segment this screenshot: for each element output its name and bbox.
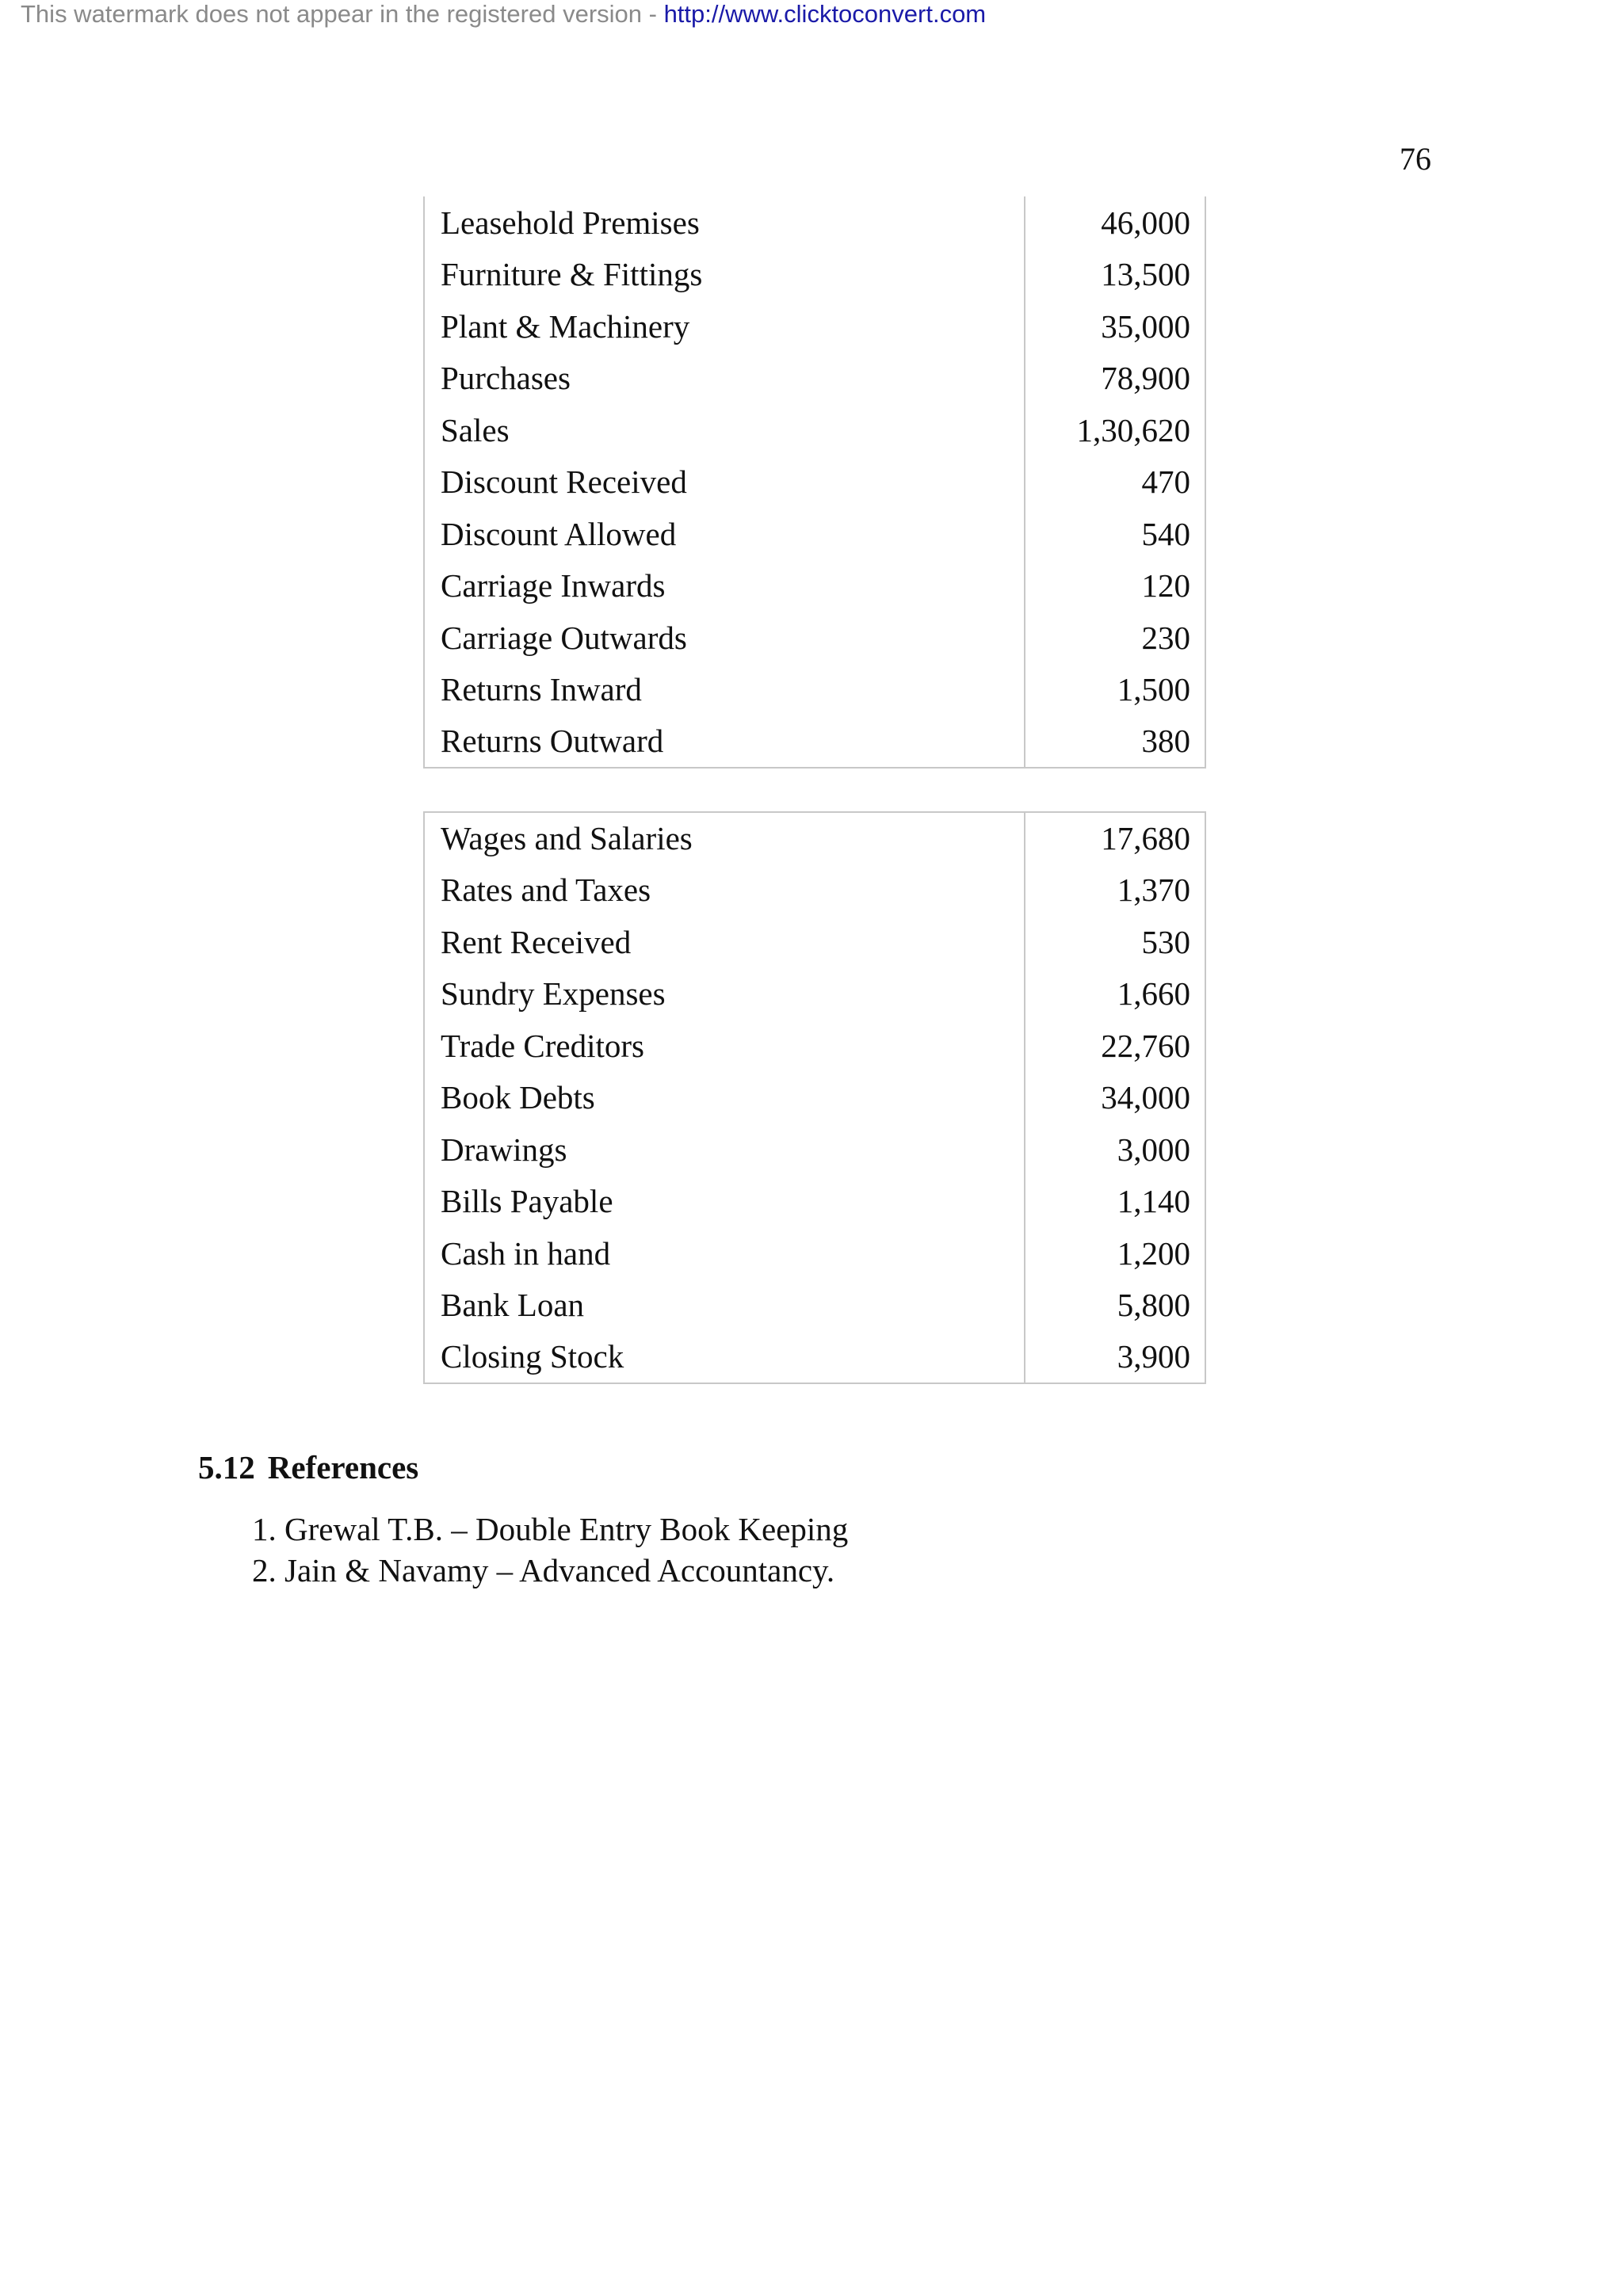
table-row [424,1331,1205,1383]
row-label: Bills Payable [424,1176,1025,1228]
row-label: Cash in hand [424,1227,1025,1280]
row-amount: 1,140 [1025,1176,1205,1228]
row-label: Discount Received [424,456,1025,509]
row-amount: 46,000 [1025,196,1205,249]
row-amount: 1,30,620 [1025,404,1205,456]
row-label: Plant & Machinery [424,300,1025,353]
table-row [424,812,1205,864]
row-amount: 120 [1025,560,1205,612]
table-row [424,560,1205,612]
row-label: Returns Inward [424,664,1025,716]
watermark-text: This watermark does not appear in the registered version - [21,0,664,28]
reference-item: 1. Grewal T.B. – Double Entry Book Keeping [252,1511,849,1547]
table-row [424,1123,1205,1176]
row-label: Carriage Inwards [424,560,1025,612]
row-amount: 35,000 [1025,300,1205,353]
row-amount: 34,000 [1025,1072,1205,1124]
section-number: 5.12 [198,1449,255,1486]
table-row [424,196,1205,249]
row-label: Rates and Taxes [424,864,1025,917]
row-label: Sales [424,404,1025,456]
row-label: Discount Allowed [424,508,1025,560]
row-amount: 3,900 [1025,1331,1205,1383]
table-row [424,1176,1205,1228]
row-label: Bank Loan [424,1280,1025,1332]
table-row [424,612,1205,664]
row-label: Book Debts [424,1072,1025,1124]
row-amount: 1,200 [1025,1227,1205,1280]
row-label: Sundry Expenses [424,968,1025,1020]
row-amount: 1,660 [1025,968,1205,1020]
table-row [424,353,1205,405]
table-row [424,664,1205,716]
table-row [424,864,1205,917]
ledger-table-1 [423,196,1206,769]
table-row [424,916,1205,968]
row-amount: 1,500 [1025,664,1205,716]
watermark-link[interactable]: http://www.clicktoconvert.com [663,0,987,28]
row-label: Wages and Salaries [424,812,1025,864]
row-amount: 380 [1025,715,1205,768]
row-amount: 13,500 [1025,249,1205,301]
watermark-notice [21,0,986,29]
row-amount: 17,680 [1025,812,1205,864]
row-amount: 78,900 [1025,353,1205,405]
row-amount: 470 [1025,456,1205,509]
row-label: Leasehold Premises [424,196,1025,249]
reference-item: 2. Jain & Navamy – Advanced Accountancy. [252,1552,835,1589]
table-row [424,1227,1205,1280]
row-amount: 22,760 [1025,1020,1205,1072]
section-title: References [267,1449,419,1486]
table-row [424,968,1205,1020]
table-row [424,508,1205,560]
row-label: Drawings [424,1123,1025,1176]
table-row [424,1020,1205,1072]
row-amount: 230 [1025,612,1205,664]
section-heading [198,1448,418,1486]
row-label: Carriage Outwards [424,612,1025,664]
row-amount: 1,370 [1025,864,1205,917]
table-row [424,456,1205,509]
table-row [424,1280,1205,1332]
row-label: Furniture & Fittings [424,249,1025,301]
table-row [424,715,1205,768]
table-row [424,249,1205,301]
table-row [424,300,1205,353]
row-label: Rent Received [424,916,1025,968]
ledger-table-1-body [424,196,1205,768]
row-label: Trade Creditors [424,1020,1025,1072]
table-row [424,1072,1205,1124]
row-amount: 5,800 [1025,1280,1205,1332]
ledger-table-2 [423,811,1206,1384]
row-label: Closing Stock [424,1331,1025,1383]
row-amount: 3,000 [1025,1123,1205,1176]
references-list [252,1508,848,1591]
ledger-table-2-body [424,812,1205,1383]
row-label: Returns Outward [424,715,1025,768]
row-amount: 540 [1025,508,1205,560]
table-row [424,404,1205,456]
page-number: 76 [1400,141,1431,177]
row-amount: 530 [1025,916,1205,968]
row-label: Purchases [424,353,1025,405]
